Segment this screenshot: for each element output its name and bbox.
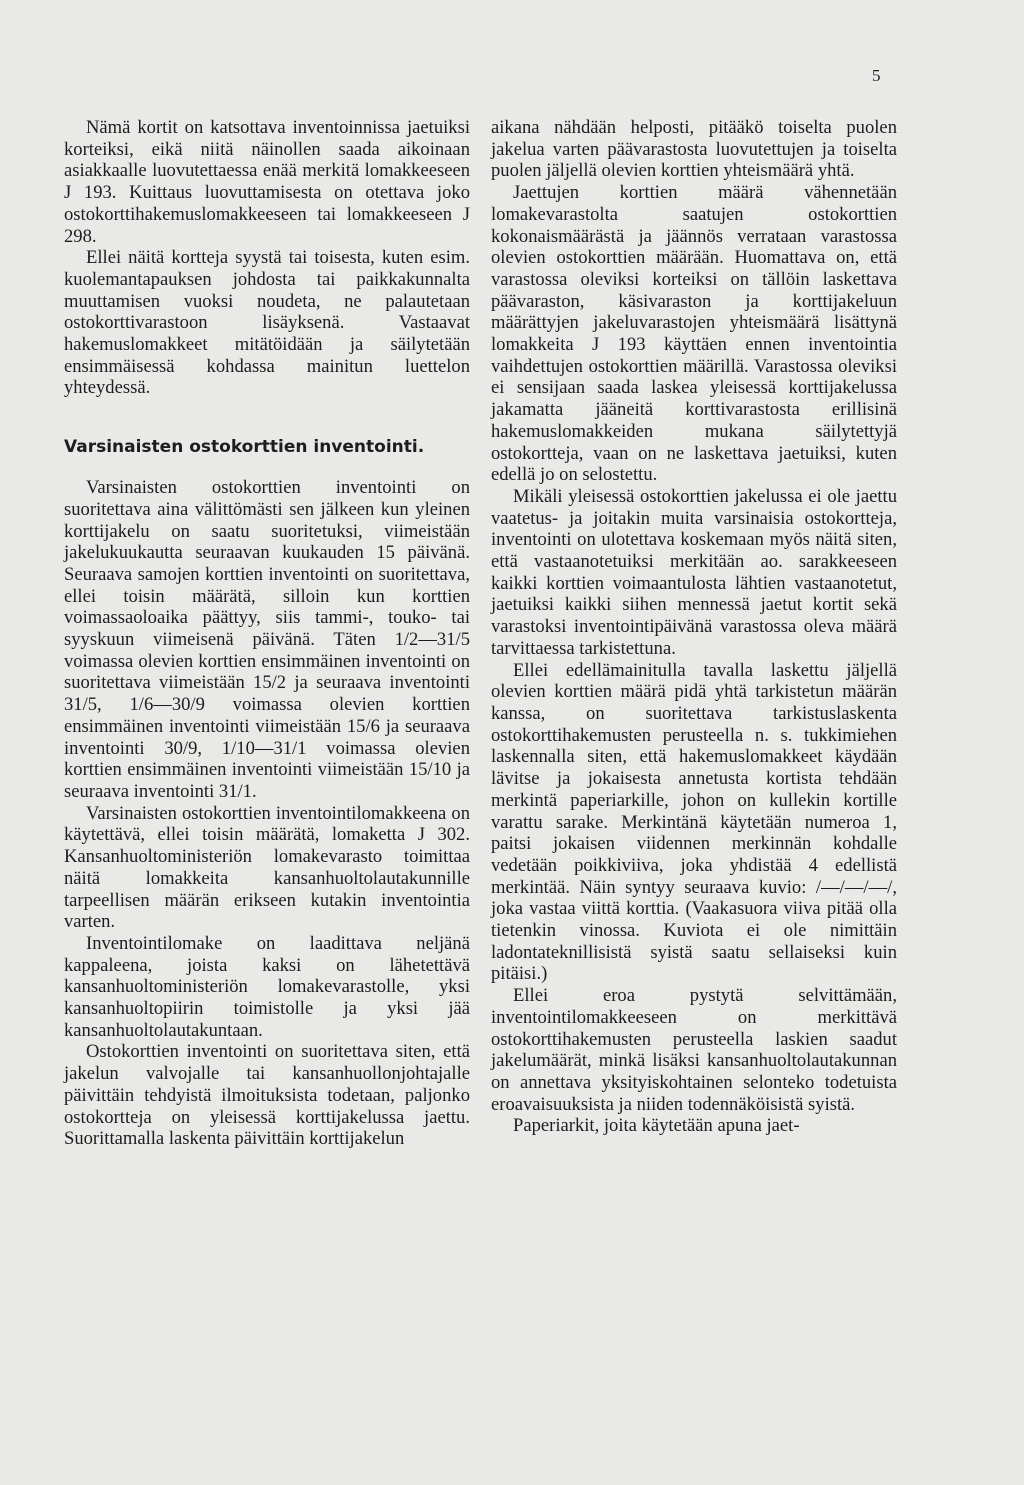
paragraph: Mikäli yleisessä ostokorttien jakelussa ei ole jaettu vaatetus- ja joitakin muita varsinaisia ostokortteja, inventointi on ulotettava koskemaan myös näitä siten, että vastaanotetuiksi merkitään ao. sarakkeeseen kaikki korttien voimaantulosta lähtien vastaanotetut, jaetuiksi kaikki siihen mennessä jaetut kortit sekä varastoksi inventointipäivänä varastossa oleva määrä tarvittaessa tarkistettuna. — [491, 485, 897, 659]
paragraph: Ellei edellämainitulla tavalla laskettu jäljellä olevien korttien määrä pidä yhtä tarkistetun määrän kanssa, on suoritettava tarkistuslaskenta ostokorttihakemusten perusteella n. s. tukkimiehen laskennalla siten, että hakemuslomakkeet käydään lävitse ja jokaisesta annetusta kortista tehdään merkintä paperiarkille, johon on kullekin kortille varattu sarake. Merkintänä käytetään numeroa 1, paitsi jokaisen viidennen merkinnän kohdalle vedetään poikkiviiva, joka yhdistää 4 edellistä merkintää. Näin syntyy seuraava kuvio: /—/—/—/, joka vastaa viittä korttia. (Vaakasuora viiva pitää olla tietenkin vinossa. Kuviota ei ole nimittäin ladontateknillisistä syistä saatu sellaiseksi kuin pitäisi.) — [491, 659, 897, 985]
paragraph: Varsinaisten ostokorttien inventointilomakkeena on käytettävä, ellei toisin määrätä, lomaketta J 302. Kansanhuoltoministeriön lomakevarasto toimittaa näitä lomakkeita kansanhuoltolautakunnille tarpeellisen määrän erikseen kutakin inventointia varten. — [64, 802, 470, 933]
paragraph: aikana nähdään helposti, pitääkö toiselta puolen jakelua varten päävarastosta luovutettujen ja toiselta puolen jäljellä olevien korttien yhteismäärä yhtä. — [491, 117, 897, 182]
right-column — [491, 117, 897, 1137]
left-column — [64, 117, 470, 1150]
paragraph: Paperiarkit, joita käytetään apuna jaet- — [513, 1115, 800, 1137]
paragraph: Nämä kortit on katsottava inventoinnissa jaetuiksi korteiksi, eikä niitä näinollen saada aikoinaan asiakkaalle luovutettaessa enää merkitä lomakkeeseen J 193. Kuittaus luovuttamisesta on otettava joko ostokorttihakemuslomakkeeseen tai lomakkeeseen J 298. — [64, 117, 470, 247]
paragraph: Ellei näitä kortteja syystä tai toisesta, kuten esim. kuolemantapauksen johdosta tai paikkakunnalta muuttamisen vuoksi noudeta, ne palautetaan ostokorttivarastoon lisäyksenä. Vastaavat hakemuslomakkeet mitätöidään ja säilytetään ensimmäisessä kohdassa mainitun luettelon yhteydessä. — [64, 247, 470, 399]
paragraph: Ellei eroa pystytä selvittämään, inventointilomakkeeseen on merkittävä ostokorttihakemusten perusteella laskien saadut jakelumäärät, minkä lisäksi kansanhuoltolautakunnan on annettava yksityiskohtainen selonteko todetuista eroavaisuuksista ja niiden todennäköisistä syistä. — [491, 985, 897, 1115]
page-number: 5 — [872, 66, 881, 85]
paragraph: Jaettujen korttien määrä vähennetään lomakevarastolta saatujen ostokorttien kokonaismäärästä ja jäännös verrataan varastossa olevien ostokorttien määrään. Huomattava on, että varastossa oleviksi korteiksi on tällöin laskettava päävaraston, käsivaraston ja korttijakeluun määrättyjen jakeluvarastojen yhteismäärä lisättynä lomakkeita J 193 käyttäen ennen inventointia vaihdettujen ostokorttien määrillä. Varastossa oleviksi ei sensijaan saada laskea yleisessä korttijakelussa jakamatta jääneitä korttivarastosta erillisinä hakemuslomakkeiden mukana säilytettyjä ostokortteja, vaan on ne laskettava jaetuiksi, kuten edellä jo on selostettu. — [491, 182, 897, 486]
section-heading: Varsinaisten ostokorttien inventointi. — [64, 437, 425, 458]
paragraph: Ostokorttien inventointi on suoritettava siten, että jakelun valvojalle tai kansanhuollonjohtajalle päivittäin tehdyistä ilmoituksista todetaan, paljonko ostokortteja on yleisessä korttijakelussa jaettu. Suorittamalla laskenta päivittäin korttijakelun — [64, 1041, 470, 1150]
paragraph: Inventointilomake on laadittava neljänä kappaleena, joista kaksi on lähetettävä kansanhuoltoministeriön lomakevarastolle, yksi kansanhuoltopiirin toimistolle ja yksi jää kansanhuoltolautakuntaan. — [64, 932, 470, 1041]
paragraph: Varsinaisten ostokorttien inventointi on suoritettava aina välittömästi sen jälkeen kun yleinen korttijakelu on saatu suoritetuksi, viimeistään jakelukuukautta seuraavan kuukauden 15 päivänä. Seuraava samojen korttien inventointi on suoritettava, ellei toisin määrätä, silloin kun korttien voimassaoloaika päättyy, siis tammi-, touko- tai syyskuun viimeisenä päivänä. Täten 1/2—31/5 voimassa olevien korttien ensimmäinen inventointi on suoritettava viimeistään 15/2 ja seuraava inventointi 31/5, 1/6—30/9 voimassa olevien korttien ensimmäinen inventointi viimeistään 15/6 ja seuraava inventointi 30/9, 1/10—31/1 voimassa olevien korttien ensimmäinen inventointi viimeistään 15/10 ja seuraava inventointi 31/1. — [64, 477, 470, 802]
